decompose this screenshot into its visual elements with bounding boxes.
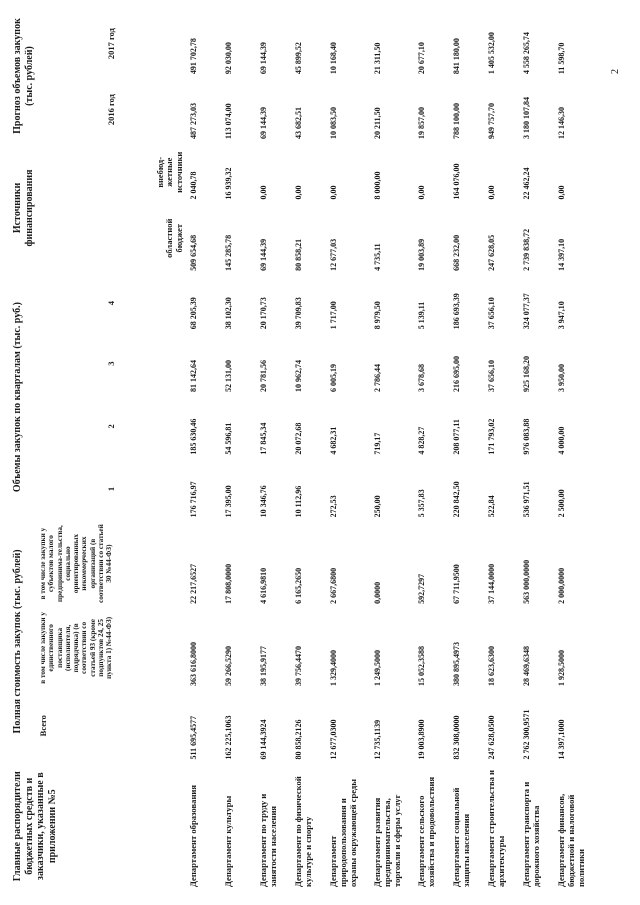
cell-single: 38 195,9177 (259, 645, 268, 686)
cell-regional: 69 144,39 (259, 238, 268, 271)
cell-q1: 272,53 (329, 495, 338, 518)
header-year-2017: 2017 год (106, 28, 117, 60)
header-q1: 1 (106, 486, 117, 492)
header-single-supplier: в том числе закупки у единственного поставщика (исполнителя, подрядчика) (в соответствии со статьей 93 (кроме подпунктов 24, 25 пункта 1) №44-ФЗ) (39, 612, 114, 684)
cell-q2: 976 083,88 (522, 418, 531, 455)
row-name: Департамент культуры (223, 795, 233, 887)
cell-single: 15 052,3588 (417, 645, 426, 686)
header-main-managers: Главные распорядители бюджетных средств и заказчики, указанные в приложении №5 (12, 771, 58, 882)
cell-total: 12 735,1139 (373, 719, 382, 760)
header-q4: 4 (106, 300, 117, 306)
cell-regional: 668 232,00 (452, 234, 461, 271)
cell-q1: 5 357,83 (417, 489, 426, 518)
cell-single: 18 623,6300 (487, 645, 496, 686)
cell-q1: 220 842,50 (452, 481, 461, 518)
cell-q3: 37 656,10 (487, 359, 496, 392)
row-name: Департамент по физической культуре и спорту (293, 776, 313, 887)
cell-q2: 185 630,46 (189, 418, 198, 455)
cell-q3: 925 168,20 (522, 355, 531, 392)
cell-2017: 11 598,70 (557, 42, 566, 75)
rotated-table-sheet (10, 10, 610, 890)
cell-regional: 145 285,78 (224, 234, 233, 271)
cell-small: 67 711,9500 (452, 564, 461, 604)
cell-q4: 186 693,39 (452, 293, 461, 330)
row-name: Департамент природопользования и охраны окружающей среды (328, 779, 358, 887)
cell-single: 1 928,5000 (557, 649, 566, 686)
cell-q2: 171 793,02 (487, 418, 496, 455)
cell-2017: 45 899,52 (294, 42, 303, 75)
cell-2016: 949 757,70 (487, 102, 496, 139)
cell-q1: 10 112,96 (294, 485, 303, 518)
cell-q4: 20 170,73 (259, 297, 268, 330)
cell-regional: 4 735,11 (373, 243, 382, 271)
cell-q4: 5 139,11 (417, 301, 426, 330)
header-regional-budget: областной бюджет (164, 218, 185, 258)
cell-single: 363 616,8000 (189, 641, 198, 686)
cell-q4: 3 947,10 (557, 301, 566, 330)
cell-single: 28 469,6348 (522, 645, 531, 686)
cell-small: 37 144,0000 (487, 563, 496, 604)
cell-small: 2 000,0000 (557, 567, 566, 604)
cell-q3: 10 962,74 (294, 359, 303, 392)
cell-single: 59 266,5290 (224, 645, 233, 686)
cell-q1: 17 395,00 (224, 485, 233, 518)
page-number: 2 (610, 69, 621, 74)
cell-2017: 491 702,78 (189, 38, 198, 75)
cell-q3: 3 950,00 (557, 363, 566, 392)
cell-q1: 176 716,97 (189, 481, 198, 518)
table-row (555, 10, 599, 890)
cell-regional: 14 397,10 (557, 238, 566, 271)
cell-q2: 4 682,31 (329, 426, 338, 455)
cell-2017: 4 558 265,74 (522, 32, 531, 75)
header-extrabudgetary: внебюд-жетные источники (154, 151, 185, 193)
cell-2016: 788 100,00 (452, 102, 461, 139)
cell-q1: 2 500,00 (557, 489, 566, 518)
cell-q3: 3 678,68 (417, 363, 426, 392)
cell-q2: 17 845,34 (259, 422, 268, 455)
row-name: Департамент финансов, бюджетной и налоговой политики (556, 793, 586, 887)
cell-2016: 487 273,03 (189, 102, 198, 139)
cell-2016: 19 857,00 (417, 106, 426, 139)
cell-total: 2 762 300,9571 (522, 709, 531, 760)
header-year-2016: 2016 год (106, 94, 117, 126)
cell-regional: 509 654,68 (189, 234, 198, 271)
cell-q1: 10 346,76 (259, 485, 268, 518)
header-funding-sources: Источники финансирования (12, 169, 35, 247)
cell-extra: 0,00 (259, 185, 268, 200)
cell-small: 6 165,2650 (294, 567, 303, 604)
cell-q4: 68 205,39 (189, 297, 198, 330)
cell-q3: 2 786,44 (373, 363, 382, 392)
cell-total: 247 628,0500 (487, 715, 496, 760)
cell-2016: 3 180 107,84 (522, 96, 531, 139)
cell-extra: 0,00 (329, 185, 338, 200)
table-row (292, 10, 327, 890)
cell-extra: 22 462,24 (522, 167, 531, 200)
cell-regional: 19 003,89 (417, 238, 426, 271)
procurement-table (10, 10, 599, 890)
header-quarterly: Объемы закупок по кварталам (тыс. руб.) (12, 302, 23, 493)
cell-q1: 522,84 (487, 495, 496, 518)
cell-q2: 54 596,81 (224, 422, 233, 455)
cell-2017: 92 030,00 (224, 42, 233, 75)
cell-total: 511 695,4577 (189, 715, 198, 760)
cell-2016: 113 074,00 (224, 103, 233, 139)
cell-2017: 20 677,10 (417, 42, 426, 75)
cell-total: 832 308,0000 (452, 715, 461, 760)
table-row (222, 10, 257, 890)
cell-2017: 10 168,40 (329, 42, 338, 75)
cell-q4: 324 077,37 (522, 293, 531, 330)
cell-small: 4 616,9810 (259, 567, 268, 604)
cell-q2: 719,17 (373, 432, 382, 455)
cell-q4: 8 979,50 (373, 301, 382, 330)
cell-total: 12 677,0300 (329, 719, 338, 760)
cell-extra: 0,00 (417, 185, 426, 200)
cell-q1: 250,00 (373, 495, 382, 518)
header-small-business: в том числе закупки у субъектов малого предпринима-тельства, социально ориентированных некоммерческих организаций (в соответствии со статьей 30 №44-ФЗ) (39, 524, 114, 603)
cell-extra: 16 939,32 (224, 167, 233, 200)
cell-small: 563 000,0000 (522, 559, 531, 604)
cell-single: 39 756,4470 (294, 645, 303, 686)
table-row (257, 10, 292, 890)
cell-single: 1 249,5000 (373, 649, 382, 686)
cell-extra: 0,00 (487, 185, 496, 200)
cell-single: 1 329,4000 (329, 649, 338, 686)
cell-total: 69 144,3924 (259, 719, 268, 760)
cell-regional: 12 677,03 (329, 238, 338, 271)
row-name: Департамент образования (188, 784, 198, 887)
cell-q4: 38 102,30 (224, 297, 233, 330)
cell-2017: 1 405 532,00 (487, 32, 496, 75)
row-name: Департамент транспорта и дорожного хозяйства (521, 781, 541, 887)
row-name: Департамент сельского хозяйства и продовольствия (416, 776, 436, 887)
cell-q4: 39 709,83 (294, 297, 303, 330)
cell-q3: 20 781,56 (259, 359, 268, 392)
row-name: Департамент строительства и архитектуры (486, 769, 506, 887)
cell-2016: 69 144,39 (259, 106, 268, 139)
cell-small: 2 667,6800 (329, 567, 338, 604)
cell-2017: 841 180,00 (452, 38, 461, 75)
table-row (371, 10, 415, 890)
cell-q3: 81 142,64 (189, 359, 198, 392)
cell-single: 380 895,4973 (452, 641, 461, 686)
table-row (415, 10, 450, 890)
header-total: Всего (38, 715, 48, 737)
row-name: Департамент развития предпринимательства, торговли и сферы услуг (372, 794, 402, 887)
cell-2016: 10 083,50 (329, 106, 338, 139)
row-name: Департамент по труду и занятости населения (258, 793, 278, 887)
table-row (450, 10, 485, 890)
cell-q2: 20 072,68 (294, 422, 303, 455)
cell-small: 22 217,6527 (189, 563, 198, 604)
header-total-cost: Полная стоимость закупок (тыс. рублей) (12, 549, 23, 734)
cell-2016: 12 146,30 (557, 106, 566, 139)
cell-2017: 69 144,39 (259, 42, 268, 75)
cell-total: 80 858,2126 (294, 719, 303, 760)
cell-q3: 52 131,00 (224, 359, 233, 392)
cell-regional: 2 739 838,72 (522, 228, 531, 271)
cell-q2: 208 077,11 (452, 419, 461, 455)
cell-q1: 536 971,51 (522, 481, 531, 518)
cell-q3: 216 695,00 (452, 355, 461, 392)
table-row (327, 10, 371, 890)
cell-extra: 0,00 (294, 185, 303, 200)
cell-extra: 8 000,00 (373, 171, 382, 200)
cell-extra: 2 040,78 (189, 171, 198, 200)
header-q3: 3 (106, 361, 117, 366)
cell-2017: 21 311,50 (373, 42, 382, 75)
cell-small: 592,7297 (417, 573, 426, 604)
cell-q4: 1 717,00 (329, 301, 338, 330)
cell-q4: 37 656,10 (487, 297, 496, 330)
cell-extra: 0,00 (557, 185, 566, 200)
cell-q3: 6 005,19 (329, 363, 338, 392)
table-row (520, 10, 555, 890)
cell-q2: 4 828,27 (417, 426, 426, 455)
cell-total: 162 225,1063 (224, 715, 233, 760)
cell-regional: 247 628,05 (487, 234, 496, 271)
cell-total: 14 397,1000 (557, 719, 566, 760)
cell-2016: 43 682,51 (294, 106, 303, 139)
cell-2016: 20 211,50 (373, 107, 382, 139)
header-forecast: Прогноз объемов закупок (тыс. рублей) (12, 18, 35, 134)
cell-q2: 4 000,00 (557, 426, 566, 455)
row-name: Департамент социальной защиты населения (451, 787, 471, 887)
cell-total: 19 003,8900 (417, 719, 426, 760)
cell-regional: 80 858,21 (294, 238, 303, 271)
cell-small: 0,0000 (373, 581, 382, 604)
table-row (187, 10, 222, 890)
table-row (485, 10, 520, 890)
cell-small: 17 808,0000 (224, 563, 233, 604)
cell-extra: 164 076,00 (452, 163, 461, 200)
header-q2: 2 (106, 424, 117, 429)
